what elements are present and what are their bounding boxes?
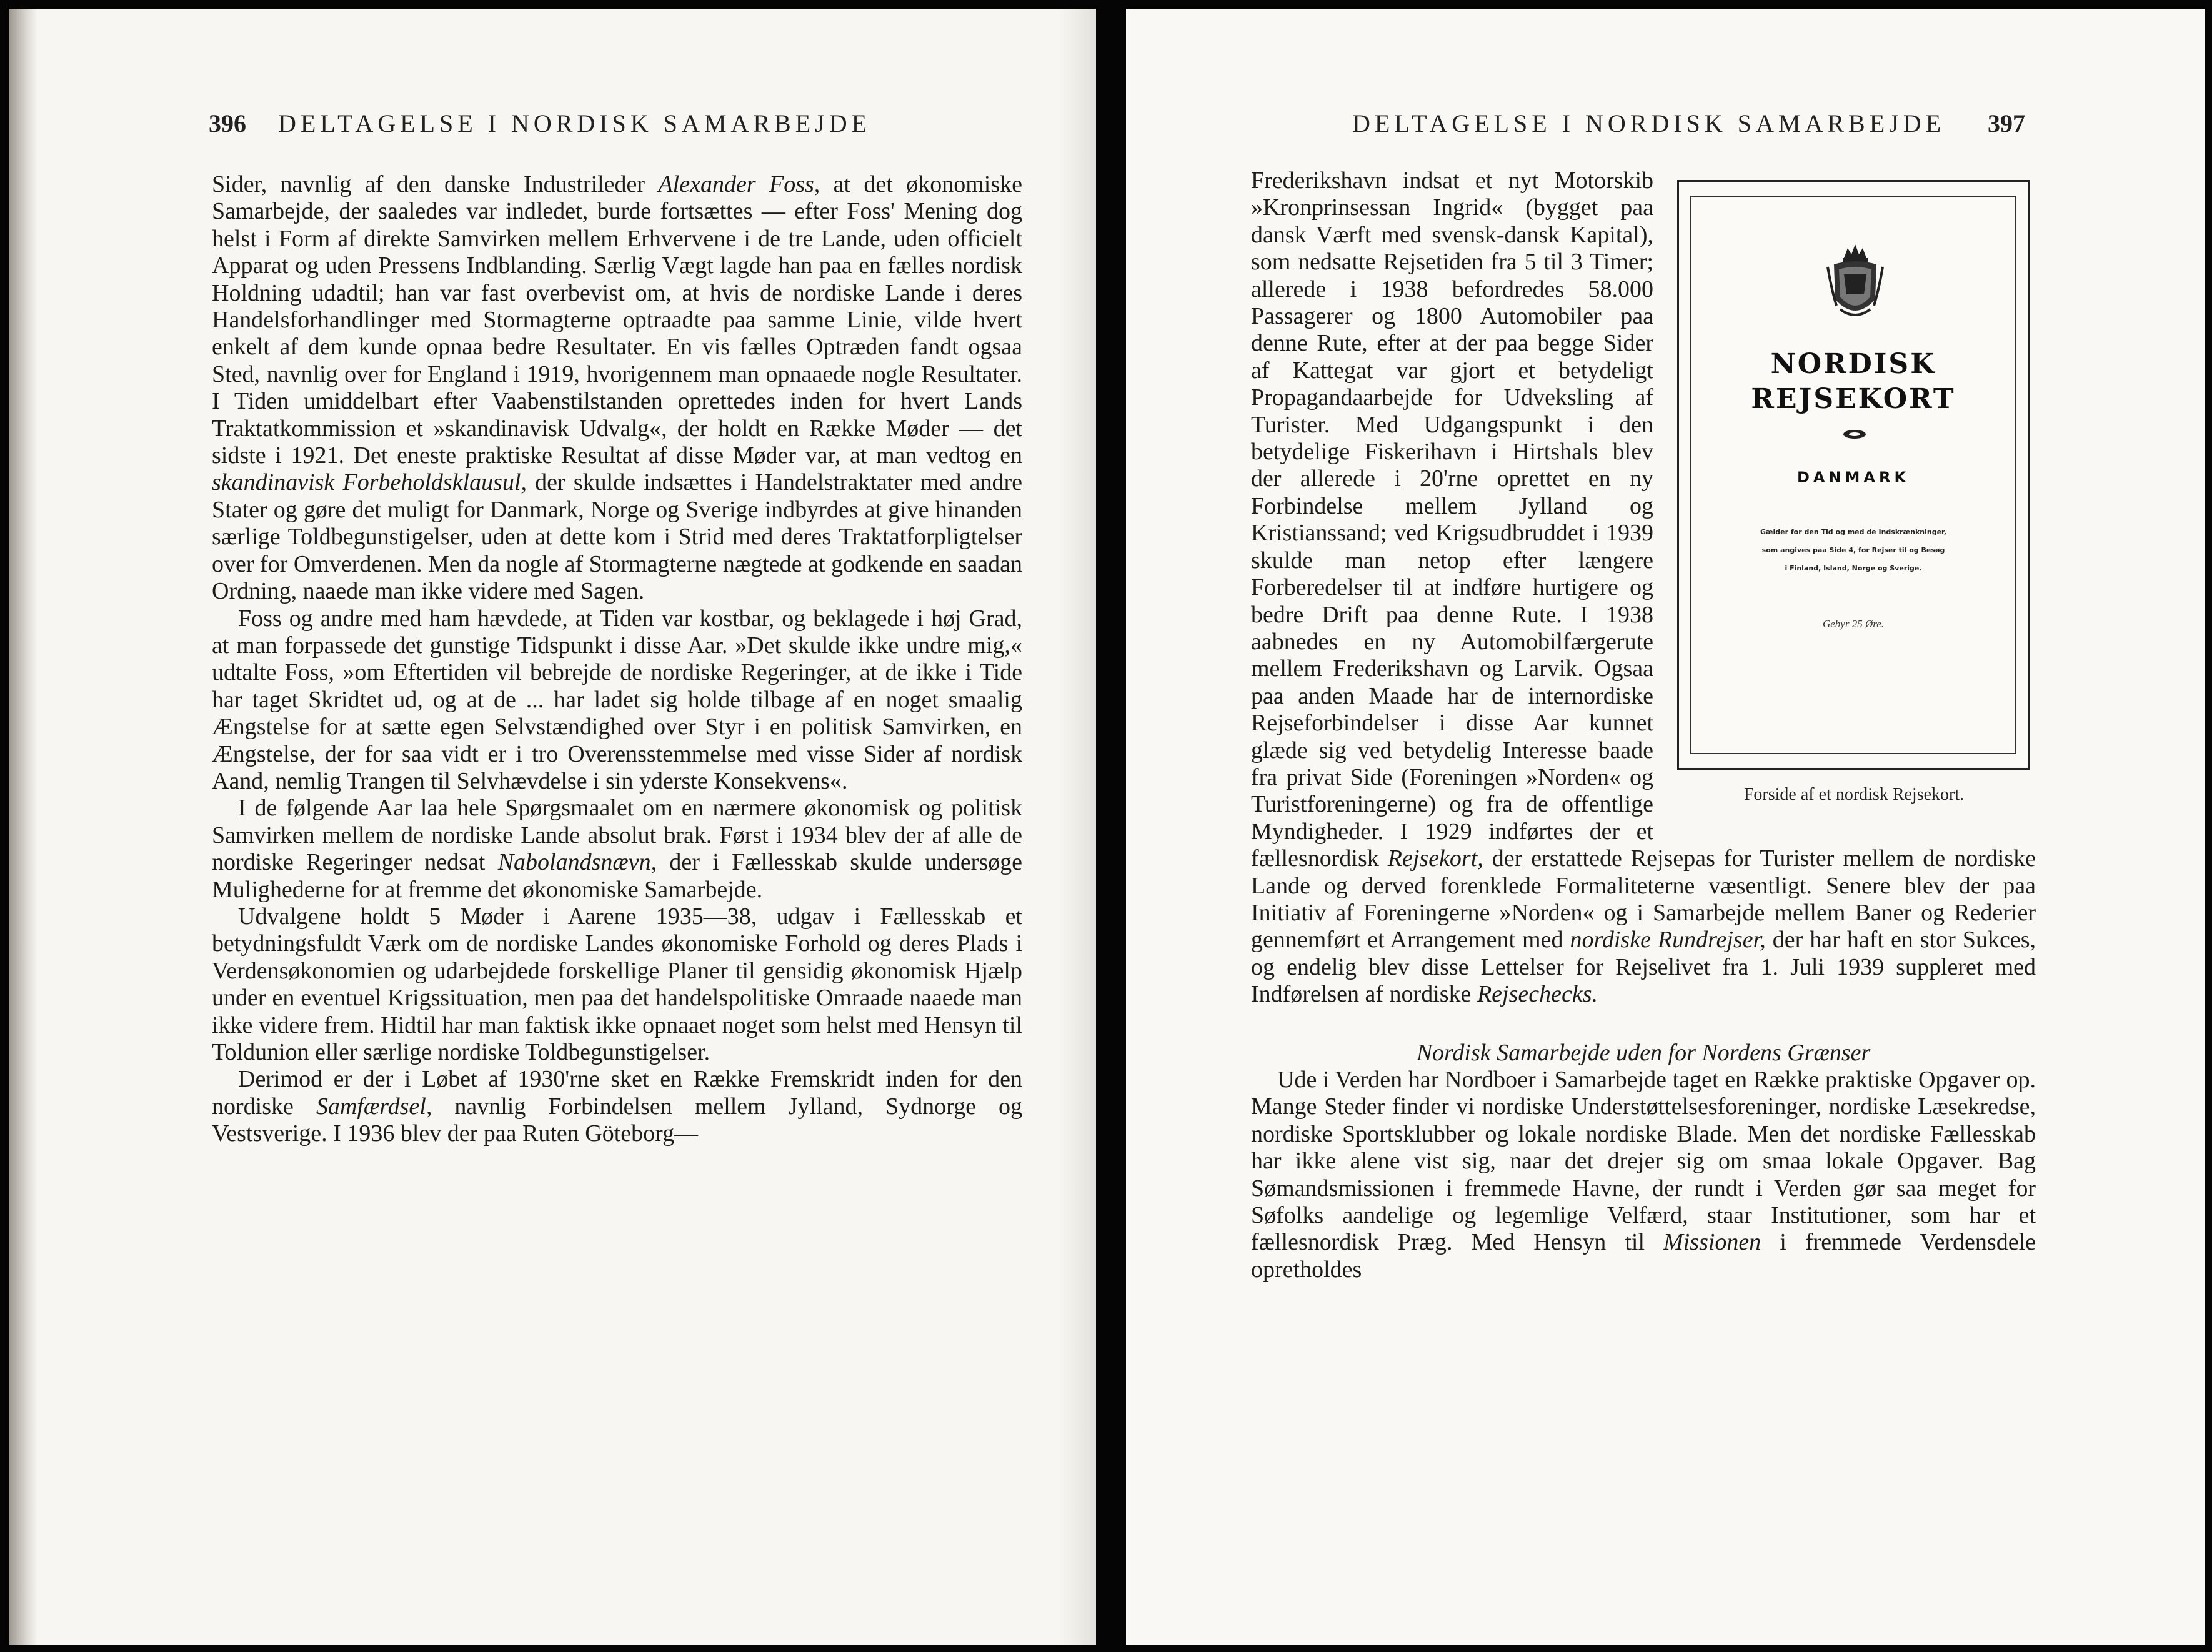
italic-term: skandinavisk Forbeholdsklausul, (212, 469, 527, 496)
italic-term: Alexander Foss, (658, 171, 820, 197)
rejsekort-inner-border (1690, 196, 2016, 754)
italic-term: Missionen (1663, 1229, 1761, 1256)
left-running-head (209, 109, 871, 138)
right-body-text (1251, 167, 2036, 1283)
left-running-head-title: DELTAGELSE I NORDISK SAMARBEJDE (278, 109, 872, 137)
card-conditions-line2: som angives paa Side 4, for Rejser til og Besøg (1761, 546, 1945, 554)
rejsekort-figure (1672, 180, 2036, 830)
left-paragraph-2: Foss og andre med ham hævdede, at Tiden var kostbar, og beklagede i høj Grad, at man forpassede det gunstige Tidspunkt i disse Aar. »Det skulde ikke undre mig,« udtalte Foss, »om Eftertiden vil bebrejde de nordiske Regeringer, at de ikke i Tide har taget Skridtet ud, og at de ... har ladet sig holde tilbage af en noget smaalig Ængstelse for at sætte egen Selvstændighed over Styr i en politisk Samvirken, en Ængstelse, der for saa vidt er i tro Overensstemmelse med visse Sider af nordisk Aand, nemlig Trangen til Selvhævdelse i sin yderste Konsekvens«. (212, 605, 1022, 794)
card-fee: Gebyr 25 Øre. (1822, 618, 1885, 630)
card-title (1691, 347, 2015, 417)
right-page (1126, 9, 2205, 1645)
card-conditions-line3: i Finland, Island, Norge og Sverige. (1785, 564, 1922, 572)
figure-caption: Forside af et nordisk Rejsekort. (1743, 785, 1965, 804)
left-paragraph-3: I de følgende Aar laa hele Spørgsmaalet om en nærmere økonomisk og politisk Samvirken mellem de nordiske Lande absolut brak. Først i 1934 blev der af alle de nordiske Regeringer nedsat Nabolandsnævn, der i Fællesskab skulde undersøge Mulighederne for at fremme det økonomiske Samarbejde. (212, 795, 1022, 903)
right-paragraph-2: Ude i Verden har Nordboer i Samarbejde taget en Række praktiske Opgaver op. Mange Steder finder vi nordiske Understøttelsesforeninger, nordiske Læsekredse, nordiske Sportsklubber og lokale nordiske Blade. Men det nordiske Fællesskab har ikke alene vist sig, naar det drejer sig om smaa lokale Opgaver. Bag Sømandsmissionen i fremmede Havne, der rundt i Verden gør saa meget for Søfolks aandelige og legemlige Velfærd, staar Institutioner, som har et fællesnordisk Præg. Med Hensyn til Missionen i fremmede Verdensdele opretholdes (1251, 1067, 2036, 1283)
left-paragraph-5: Derimod er der i Løbet af 1930'rne sket en Række Fremskridt inden for den nordiske Samfærdsel, navnlig Forbindelsen mellem Jylland, Sydnorge og Vestsverige. I 1936 blev der paa Ruten Göteborg— (212, 1066, 1023, 1147)
left-paragraph-4: Udvalgene holdt 5 Møder i Aarene 1935—38, udgav i Fællesskab et betydningsfuldt Værk om de nordiske Landes økonomiske Forhold og deres Plads i Verdensøkonomien og udarbejdede forskellige Planer til gensidig økonomisk Hjælp under en eventuel Krigssituation, men paa det handelspolitiske Omraade naaede man ikke videre frem. Hidtil har man faktisk ikke opnaaet noget som helst med Hensyn til Toldunion eller særlige nordiske Toldbegunstigelser. (212, 903, 1022, 1065)
section-subheading: Nordisk Samarbejde uden for Nordens Grænser (1416, 1039, 1871, 1066)
italic-term: Rejsechecks. (1477, 981, 1598, 1008)
coat-of-arms-icon (1825, 239, 1885, 327)
right-running-head (1352, 109, 2025, 138)
left-page (9, 9, 1096, 1645)
rejsekort-card (1677, 180, 2030, 770)
right-paragraph-1: Frederikshavn indsat et nyt Motorskib »Kronprinsessan Ingrid« (bygget paa dansk Værft med svensk-dansk Kapital), som nedsatte Rejsetiden fra 5 til 3 Timer; allerede i 1938 befordredes 58.000 Passagerer og 1800 Automobiler paa denne Rute, efter at der paa begge Sider af Kattegat var gjort et betydeligt Propagandaarbejde for Udveksling af Turister. Med Udgangspunkt i den betydelige Fiskerihavn i Hirtshals blev der allerede i 20'rne oprettet en ny Forbindelse mellem Jylland og Kristianssand; ved Krigsudbruddet i 1939 skulde man netop efter længere Forberedelser til at indføre hurtigere og bedre Drift paa denne Rute. I 1938 aabnedes en ny Automobilfærgerute mellem Frederikshavn og Larvik. Ogsaa paa anden Maade har de internordiske Rejseforbindelser i disse Aar kunnet glæde sig ved betydelig Interesse baade fra privat Side (Foreningen »Norden« og Turistforeningerne) og fra de offentlige Myndigheder. I 1929 indførtes der et fællesnordisk Rejsekort, der erstattede Rejsepas for Turister mellem de nordiske Lande og derved forenklede Formaliteterne væsentligt. Senere blev der paa Initiativ af Foreningerne »Norden« og i Samarbejde mellem Baner og Rederier gennemført et Arrangement med nordiske Rundrejser, der har haft en stor Sukces, og endelig blev disse Lettelser for Rejselivet fra 1. Juli 1939 suppleret med Indførelsen af nordiske Rejsechecks. (1251, 167, 2036, 1008)
right-running-head-title: DELTAGELSE I NORDISK SAMARBEJDE (1352, 109, 1946, 137)
card-title-line1: NORDISK (1770, 348, 1936, 380)
ornament-icon (1843, 429, 1866, 439)
right-page-number: 397 (1988, 109, 2026, 137)
card-conditions (1706, 523, 2000, 577)
card-title-line2: REJSEKORT (1751, 383, 1956, 415)
left-body-text (212, 171, 1022, 1148)
card-conditions-line1: Gælder for den Tid og med de Indskrænkninger, (1760, 528, 1947, 536)
left-page-number: 396 (209, 109, 246, 137)
italic-term: Nabolandsnævn, (497, 849, 657, 876)
italic-term: Rejsekort, (1387, 845, 1483, 872)
left-paragraph-1: Sider, navnlig af den danske Industrileder Alexander Foss, at det økonomiske Samarbejde, der saaledes var indledet, burde fortsættes — efter Foss' Mening dog helst i Form af direkte Samvirken mellem Erhvervene i de tre Lande, uden officielt Apparat og uden Pressens Indblanding. Særlig Vægt lagde han paa en fælles nordisk Holdning udadtil; han var fast overbevist om, at hvis de nordiske Lande i deres Handelsforhandlinger med Stormagterne optraadte paa samme Linie, vilde hvert enkelt af dem kunde opnaa bedre Resultater. En vis fælles Optræden fandt ogsaa Sted, navnlig over for England i 1919, hvorigennem man opnaaede nogle Resultater. I Tiden umiddelbart efter Vaabenstilstanden oprettedes inden for hvert Lands Traktatkommission et »skandinavisk Udvalg«, der holdt en Række Møder — det sidste i 1921. Det eneste praktiske Resultat af disse Møder var, at man vedtog en skandinavisk Forbeholdsklausul, der skulde indsættes i Handelstraktater med andre Stater og gøre det muligt for Danmark, Norge og Sverige indbyrdes at give hinanden særlige Toldbegunstigelser, uden at dette kom i Strid med deres Traktatforpligtelser over for Omverdenen. Men da nogle af Stormagterne nægtede at godkende en saadan Ordning, naaede man ikke videre med Sagen. (212, 171, 1022, 605)
card-country: DANMARK (1796, 469, 1910, 486)
italic-term: Samfærdsel, (316, 1093, 432, 1120)
italic-term: nordiske Rundrejser, (1570, 927, 1766, 953)
